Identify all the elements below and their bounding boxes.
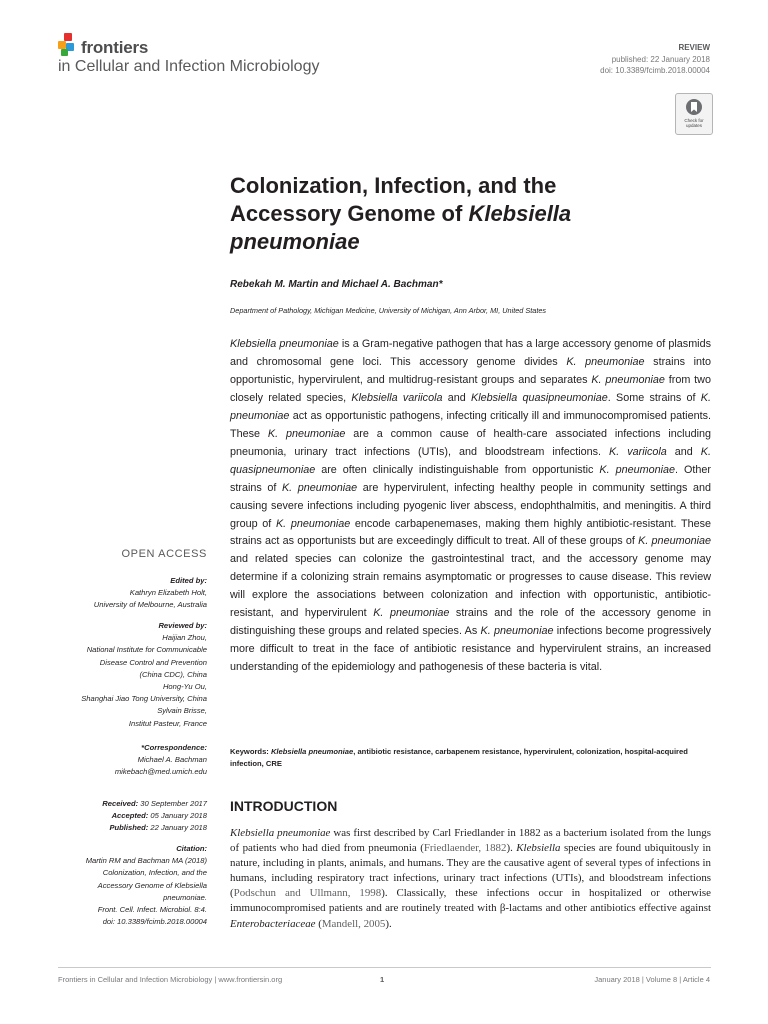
keyword-first: Klebsiella pneumoniae	[270, 747, 354, 756]
citation-block	[86, 843, 207, 928]
text-run: act as opportunistic pathogens, infecting critically ill and immunocompromised patients. These	[230, 409, 711, 440]
citation-line: Front. Cell. Infect. Microbiol. 8:4.	[97, 905, 207, 915]
footer-divider	[58, 967, 711, 968]
text-run: ).	[385, 917, 392, 930]
citation-doi[interactable]: doi: 10.3389/fcimb.2018.00004	[102, 917, 207, 927]
correspondence-label: *Correspondence:	[141, 743, 207, 752]
reviewer-line[interactable]: Haijian Zhou,	[162, 633, 207, 643]
keywords-label: Keywords:	[230, 747, 271, 756]
text-run: infections become progressively more difficult to treat in the face of antibiotic resistance and hypervirulent strains, an increased understanding of the epidemiology and pathogenesis of these bacteria is vital.	[230, 625, 711, 674]
text-run: species are found ubiquitously in nature, including in plants, animals, and humans. They are the causative agent of several types of infections in humans, including respiratory tract infections, urinary tract infections (UTIs), and bloodstream infections (	[230, 842, 712, 900]
text-run: (	[315, 917, 322, 930]
reviewer-line: National Institute for Communicable	[86, 645, 207, 655]
italic-term: K. pneumoniae	[566, 355, 645, 368]
reviewer-line: Disease Control and Prevention	[99, 657, 207, 667]
text-run: and related species can colonize the gastrointestinal tract, and the accessory genome may determine if a colonizing strain remains asymptomatic or progresses to cause disease. This review will explore the associations between colonization and infection with opportunistic, antibiotic-resistant, and hypervirulent	[230, 553, 711, 620]
text-run: ). Classically, these infections occur in hospitalized or otherwise immunocompromised patients and are routinely treated with β-lactams and other antibiotics effective against	[230, 887, 711, 915]
italic-term: Klebsiella quasipneumoniae	[471, 391, 608, 404]
affiliation: Department of Pathology, Michigan Medicine, University of Michigan, Ann Arbor, MI, United States	[230, 306, 547, 315]
received-label: Received:	[102, 799, 139, 808]
text-run: and	[666, 445, 701, 458]
italic-term: K. pneumoniae	[599, 463, 676, 476]
section-heading-introduction: INTRODUCTION	[230, 798, 338, 814]
citation-line: Accessory Genome of Klebsiella	[97, 880, 207, 890]
italic-term: K. quasipneumoniae	[230, 445, 711, 476]
text-run: strains and the role of the accessory genome in distinguishing these groups and related species. As	[230, 607, 711, 638]
check-for-updates-button[interactable]	[675, 93, 713, 135]
text-run: is a Gram-negative pathogen that has a large accessory genome of plasmids and chromosomal gene loci. This accessory genome divides	[230, 338, 711, 368]
frontiers-logo-icon	[58, 33, 80, 57]
correspondent-email[interactable]: mikebach@med.umich.edu	[114, 767, 207, 777]
title-species: pneumoniae	[230, 229, 360, 254]
accepted-date: 05 January 2018	[150, 811, 207, 821]
editor-affiliation: University of Melbourne, Australia	[93, 600, 207, 610]
reviewer-line: Shanghai Jiao Tong University, China	[81, 694, 207, 704]
keywords-rest: , antibiotic resistance, carbapenem resistance, hypervirulent, colonization, hospital-acquired infection, CRE	[230, 747, 688, 768]
italic-term: K. pneumoniae	[591, 373, 665, 386]
accepted-label: Accepted:	[111, 811, 149, 821]
citation-line: pneumoniae.	[163, 892, 207, 902]
italic-term: K. pneumoniae	[638, 535, 711, 548]
correspondence-block	[115, 742, 207, 779]
title-line-2: Accessory Genome of	[230, 201, 469, 226]
citation-line: Colonization, Infection, and the	[102, 868, 207, 878]
reviewer-line[interactable]: Hong-Yu Ou,	[162, 682, 207, 692]
published-label: Published:	[109, 823, 149, 833]
italic-term: Klebsiella pneumoniae	[230, 827, 331, 839]
citation-link[interactable]: Mandell, 2005	[321, 917, 386, 930]
check-for-updates-label: Check for updates	[684, 118, 704, 128]
published-date: published: 22 January 2018	[611, 55, 710, 64]
reviewer-line[interactable]: Sylvain Brisse,	[157, 706, 207, 716]
citation-link[interactable]: Friedlaender, 1882	[423, 842, 507, 855]
published-date-side: 22 January 2018	[150, 823, 207, 833]
edited-by-block	[94, 575, 207, 612]
abstract	[230, 336, 711, 677]
reviewer-line: (China CDC), China	[139, 669, 207, 679]
text-run: are hypervirulent, infecting healthy people in community settings and causing severe infections including pyogenic liver abscess, endophthalmitis, and meningitis. A third group of	[230, 481, 711, 530]
correspondent-name: Michael A. Bachman	[137, 755, 207, 765]
text-run: strains into opportunistic, hypervirulent, and multidrug-resistant groups and separates	[230, 355, 711, 386]
italic-term: Klebsiella variicola	[351, 391, 443, 404]
dates-block	[102, 798, 207, 835]
page-number: 1	[380, 975, 385, 984]
text-run: are often clinically indistinguishable from opportunistic	[315, 463, 600, 476]
editor-line[interactable]: Kathryn Elizabeth Holt,	[129, 588, 207, 598]
open-access-label: OPEN ACCESS	[121, 548, 207, 560]
citation-line: Martin RM and Bachman MA (2018)	[85, 856, 207, 866]
italic-term: K. pneumoniae	[230, 391, 711, 422]
text-run: . Other strains of	[230, 463, 711, 494]
text-run: encode carbapenemases, making them highly antibiotic-resistant. These strains act as opportunists but are exceedingly difficult to treat. All of these groups of	[230, 517, 711, 548]
text-run: . Some strains of	[607, 391, 701, 404]
title-line-1: Colonization, Infection, and the	[230, 173, 557, 198]
italic-term: Klebsiella	[516, 842, 561, 855]
intro-paragraph	[230, 826, 711, 932]
italic-term: Enterobacteriaceae	[230, 917, 316, 930]
edited-by-label: Edited by:	[170, 576, 207, 585]
title-genus: Klebsiella	[468, 201, 572, 226]
received-date: 30 September 2017	[140, 799, 207, 808]
italic-term: K. pneumoniae	[480, 625, 554, 638]
italic-term: K. pneumoniae	[373, 607, 450, 620]
reviewed-by-block	[81, 620, 207, 730]
reviewer-line: Institut Pasteur, France	[128, 718, 207, 728]
italic-term: K. variicola	[609, 445, 667, 458]
footer-issue-info: January 2018 | Volume 8 | Article 4	[594, 975, 710, 984]
journal-name: in Cellular and Infection Microbiology	[58, 58, 320, 75]
text-run: are a common cause of health-care associated infections including pneumonia, urinary tract infections (UTIs), and bloodstream infections.	[230, 427, 711, 458]
article-title	[230, 172, 700, 256]
bookmark-icon	[685, 98, 703, 116]
italic-term: K. pneumoniae	[275, 517, 351, 530]
citation-label: Citation:	[176, 844, 207, 853]
author-list[interactable]: Rebekah M. Martin and Michael A. Bachman*	[230, 279, 443, 290]
article-type: REVIEW	[678, 43, 710, 52]
text-run: and	[442, 391, 472, 404]
italic-term: K. pneumoniae	[281, 481, 358, 494]
brand-name[interactable]: frontiers	[81, 38, 149, 57]
citation-link[interactable]: Podschun and Ullmann, 1998	[233, 887, 382, 900]
text-run: was first described by Carl Friedlander in 1882 as a bacterium isolated from the lungs of patients who had died from pneumonia (	[230, 827, 711, 855]
text-run: from two closely related species,	[230, 373, 711, 404]
italic-term: Klebsiella pneumoniae	[230, 338, 339, 350]
italic-term: K. pneumoniae	[267, 427, 346, 440]
keywords	[230, 746, 711, 770]
footer-journal-link[interactable]: Frontiers in Cellular and Infection Microbiology | www.frontiersin.org	[58, 975, 283, 984]
doi-link[interactable]: doi: 10.3389/fcimb.2018.00004	[600, 66, 710, 75]
reviewed-by-label: Reviewed by:	[158, 621, 207, 630]
text-run: ).	[506, 842, 517, 855]
